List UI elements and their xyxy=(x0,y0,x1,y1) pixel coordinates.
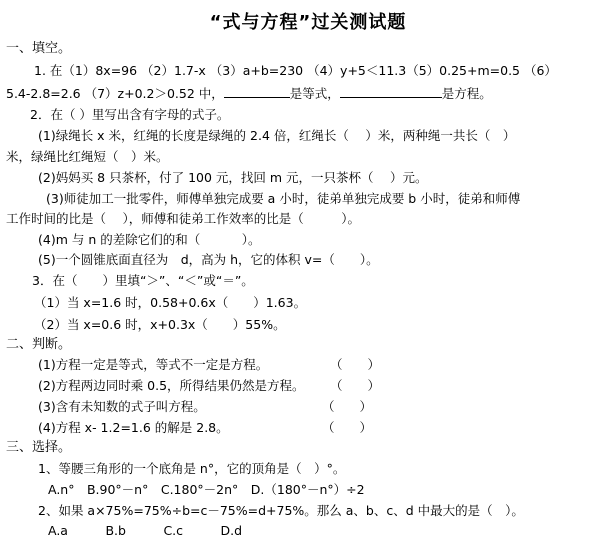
judge-2-answer[interactable]: （ ） xyxy=(330,378,381,393)
choice-2-options: A.a B.b C.c D.d xyxy=(48,523,243,538)
fill-q1-text-3: 是方程。 xyxy=(441,86,492,101)
fill-q1-blank-formula[interactable] xyxy=(340,84,442,98)
fill-q1-text: 5.4-2.8=2.6 （7）z+0.2＞0.52 中， xyxy=(6,86,224,101)
judge-1-answer[interactable]: （ ） xyxy=(330,357,381,372)
fill-q2-2: (2)妈妈买 8 只茶杯，付了 100 元，找回 m 元，一只茶杯（ ）元。 xyxy=(38,170,428,185)
fill-q2-3-line-a: (3)师徒加工一批零件，师傅单独完成要 a 小时，徒弟单独完成要 b 小时，徒弟和师傅 xyxy=(46,191,521,206)
fill-q3-2: （2）当 x=0.6 时，x+0.3x（ ）55%。 xyxy=(34,317,286,332)
fill-q1-text-2: 是等式， xyxy=(289,86,340,101)
fill-q2-3-line-b: 工作时间的比是（ ），师傅和徒弟工作效率的比是（ ）。 xyxy=(6,211,360,226)
fill-q2-4: (4)m 与 n 的差除它们的和（ ）。 xyxy=(38,232,261,247)
choice-1-options: A.n° B.90°－n° C.180°－2n° D.（180°－n°）÷2 xyxy=(48,482,365,497)
judge-4-answer[interactable]: （ ） xyxy=(322,420,373,435)
section-fill-heading: 一、填空。 xyxy=(6,41,72,56)
section-judge-heading: 二、判断。 xyxy=(6,337,72,352)
judge-1-text: (1)方程一定是等式，等式不一定是方程。 xyxy=(38,357,269,372)
judge-3-answer[interactable]: （ ） xyxy=(322,399,373,414)
fill-q1-blank-equation[interactable] xyxy=(224,84,290,98)
fill-q2-1-line-b: 米，绿绳比红绳短（ ）米。 xyxy=(6,149,169,164)
fill-q3: 3．在（ ）里填“＞”、“＜”或“＝”。 xyxy=(32,273,254,288)
fill-q2: 2．在（ ）里写出含有字母的式子。 xyxy=(30,107,230,122)
fill-q1-line-b xyxy=(6,84,492,103)
fill-q1-line-a: 1. 在（1）8x=96 （2）1.7-x （3）a+b=230 （4）y+5＜11.3（5）0.25+m=0.5 （6） xyxy=(34,63,557,78)
judge-4-text: (4)方程 x- 1.2=1.6 的解是 2.8。 xyxy=(38,420,229,435)
section-choice-heading: 三、选择。 xyxy=(6,440,72,455)
fill-q3-1: （1）当 x=1.6 时，0.58+0.6x（ ）1.63。 xyxy=(34,295,307,310)
choice-2: 2、如果 a×75%=75%÷b=c－75%=d+75%。那么 a、b、c、d 中最大的是（ ）。 xyxy=(38,503,524,518)
page-title: “式与方程”过关测试题 xyxy=(209,12,407,33)
fill-q2-5: (5)一个圆锥底面直径为 d，高为 h，它的体积 v=（ ）。 xyxy=(38,252,379,267)
choice-1: 1、等腰三角形的一个底角是 n°，它的顶角是（ ）°。 xyxy=(38,461,346,476)
judge-3-text: (3)含有未知数的式子叫方程。 xyxy=(38,399,206,414)
fill-q2-1-line-a: (1)绿绳长 x 米，红绳的长度是绿绳的 2.4 倍，红绳长（ ）米，两种绳一共长（ ） xyxy=(38,128,516,143)
judge-2-text: (2)方程两边同时乘 0.5，所得结果仍然是方程。 xyxy=(38,378,305,393)
